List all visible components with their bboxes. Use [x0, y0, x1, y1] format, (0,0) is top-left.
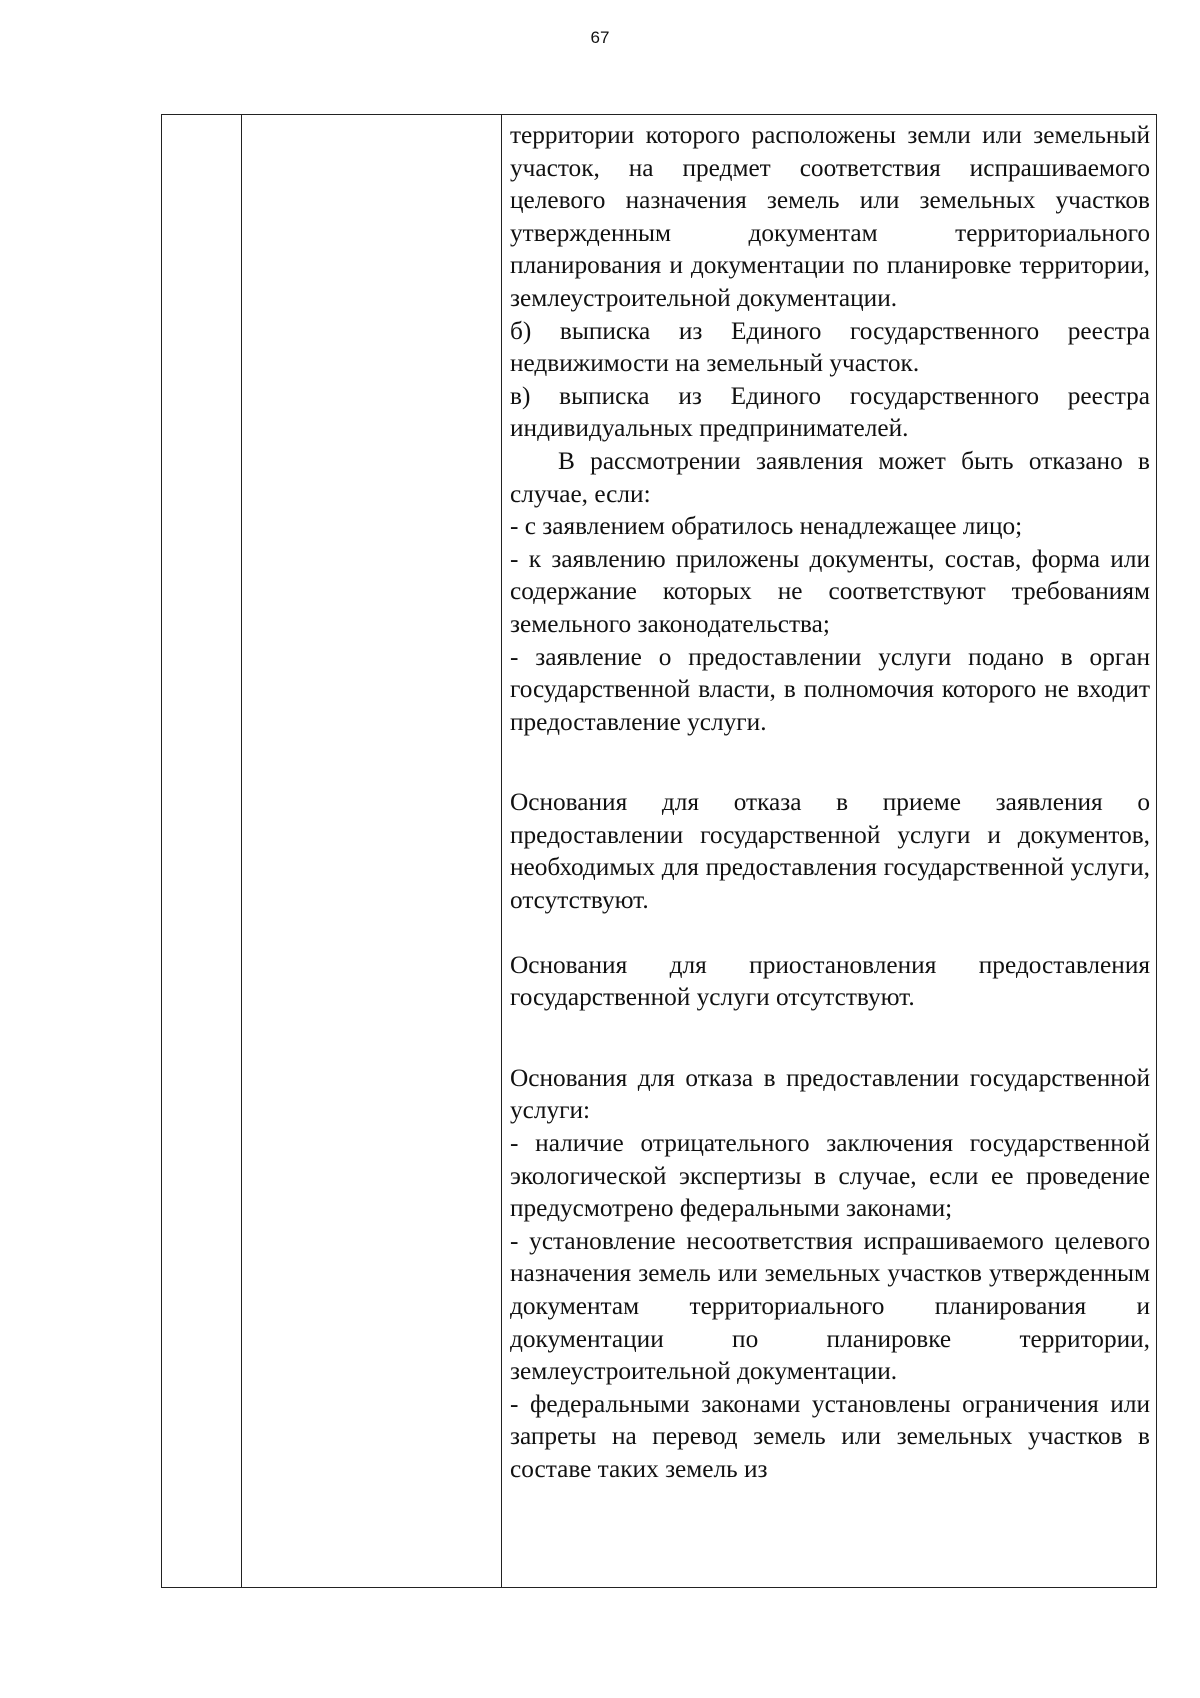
column-divider — [501, 115, 502, 1587]
no-suspension-paragraph: Основания для приостановления предоставления государственной услуги отсутствуют. — [510, 950, 1150, 1012]
list-item-v: в) выписка из Единого государственного реестра индивидуальных предпринимателей. — [510, 381, 1150, 443]
list-item: - заявление о предоставлении услуги подано в орган государственной власти, в полномочия которого не входит предоставление услуги. — [510, 642, 1150, 736]
spacer — [510, 1014, 1150, 1062]
table-cell-number — [162, 115, 241, 1587]
spacer — [510, 917, 1150, 949]
list-item: - к заявлению приложены документы, состав, форма или содержание которых не соответствуют требованиям земельного законодательства; — [510, 544, 1150, 638]
refusal-grounds-intro: Основания для отказа в предоставлении государственной услуги: — [510, 1063, 1150, 1125]
column-divider — [241, 115, 242, 1587]
list-item: - наличие отрицательного заключения государственной экологической экспертизы в случае, если ее проведение предусмотрено федеральными законами; — [510, 1129, 1150, 1223]
spacer — [510, 738, 1150, 786]
document-table — [161, 114, 1157, 1588]
no-refusal-reception-paragraph: Основания для отказа в приеме заявления о предоставлении государственной услуги и документов, необходимых для предоставления государственной услуги, отсутствуют. — [510, 788, 1150, 915]
table-cell-description — [510, 119, 1150, 1486]
list-item: - с заявлением обратилось ненадлежащее лицо; — [510, 512, 1023, 541]
intro-paragraph: территории которого расположены земли или земельный участок, на предмет соответствия испрашиваемого целевого назначения земель или земельных участков утвержденным документам территориального планирования и документации по планировке территории, землеустроительной документации. — [510, 121, 1150, 312]
list-item-b: б) выписка из Единого государственного реестра недвижимости на земельный участок. — [510, 316, 1150, 378]
table-cell-name — [242, 115, 501, 1587]
list-item: - установление несоответствия испрашиваемого целевого назначения земель или земельных участков утвержденным документам территориального планирования и документации по планировке территории, землеустроительной документации. — [510, 1226, 1150, 1386]
page-number: 67 — [590, 28, 610, 47]
list-item: - федеральными законами установлены ограничения или запреты на перевод земель или земельных участков в составе таких земель из — [510, 1389, 1150, 1483]
refusal-consideration-intro: В рассмотрении заявления может быть отказано в случае, если: — [510, 446, 1150, 508]
